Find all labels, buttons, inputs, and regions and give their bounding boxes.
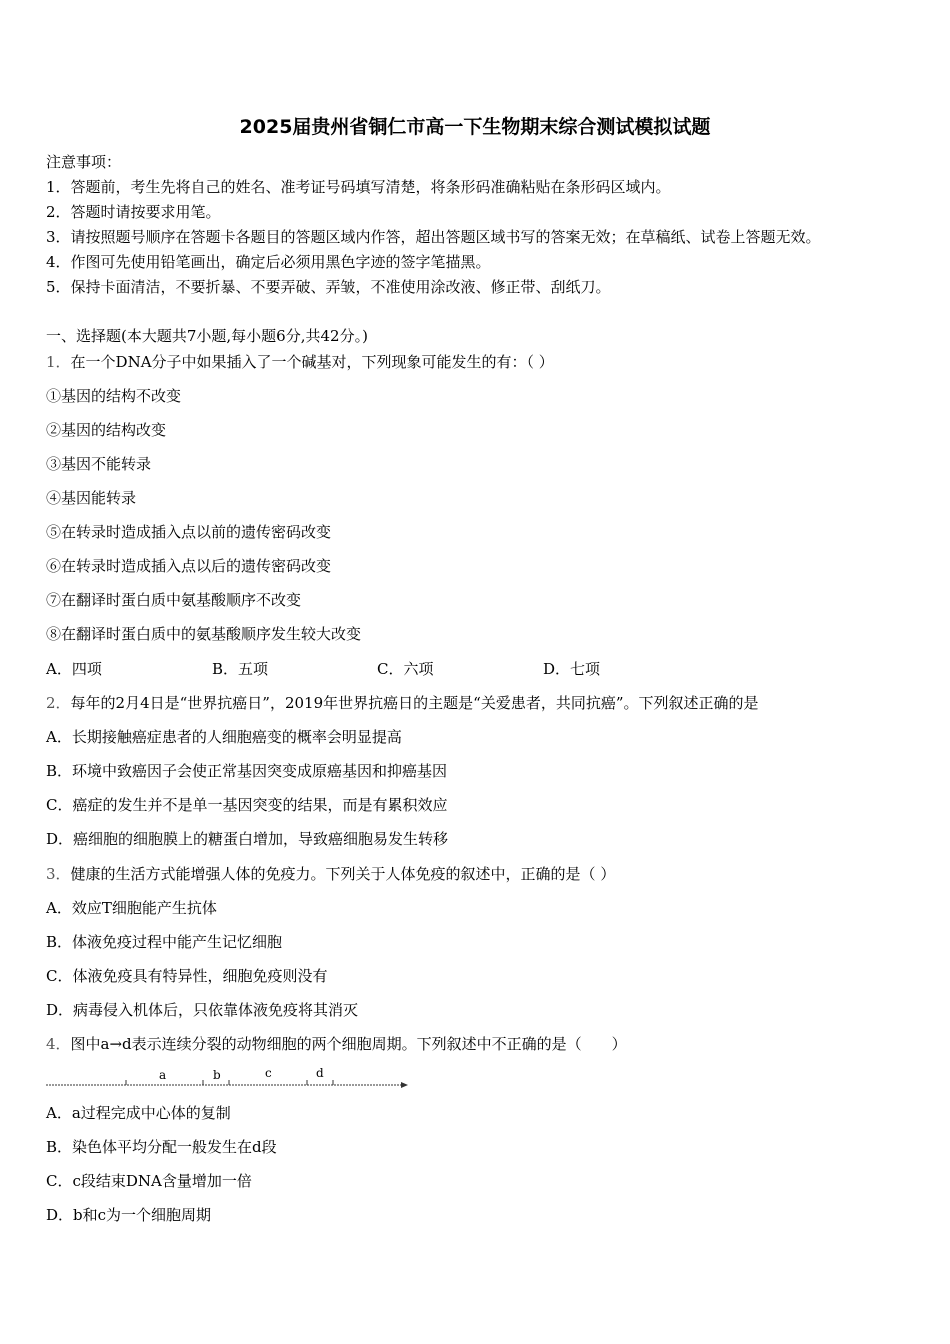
q1-item: ②基因的结构改变 [46,421,167,439]
q4-option-b: B．染色体平均分配一般发生在d段 [46,1138,277,1156]
question-3 [46,864,615,884]
q1-item: ⑥在转录时造成插入点以后的遗传密码改变 [46,557,332,575]
q3-option-d: D．病毒侵入机体后，只依靠体液免疫将其消灭 [46,1001,359,1019]
cell-cycle-diagram [46,1062,411,1092]
notice-heading: 注意事项： [46,153,122,171]
question-stem: 每年的2月4日是“世界抗癌日”，2019年世界抗癌日的主题是“关爱患者，共同抗癌”。下列叙述正确的是 [70,694,759,712]
notice-item-5: 5．保持卡面清洁，不要折暴、不要弄破、弄皱，不准使用涂改液、修正带、刮纸刀。 [46,278,611,296]
notice-item-3: 3．请按照题号顺序在答题卡各题目的答题区域内作答，超出答题区域书写的答案无效；在草稿纸、试卷上答题无效。 [46,228,821,246]
q2-option-a: A．长期接触癌症患者的人细胞癌变的概率会明显提高 [46,728,402,746]
segment-label-b: b [213,1068,221,1082]
q4-option-d: D．b和c为一个细胞周期 [46,1206,212,1224]
question-number: 4． [46,1035,71,1053]
q4-option-c: C．c段结束DNA含量增加一倍 [46,1172,252,1190]
question-stem: 图中a→d表示连续分裂的动物细胞的两个细胞周期。下列叙述中不正确的是（ ） [70,1035,627,1053]
q1-choices [46,659,600,679]
q1-item: ⑤在转录时造成插入点以前的遗传密码改变 [46,523,332,541]
question-number: 2． [46,694,71,712]
choice-a: A．四项 [46,660,102,678]
section-title: 一、选择题(本大题共7小题,每小题6分,共42分。) [46,327,368,345]
segment-label-d: d [316,1066,324,1080]
q1-item: ⑧在翻译时蛋白质中的氨基酸顺序发生较大改变 [46,625,362,643]
question-number: 1． [46,353,71,371]
arrow-head-icon [401,1082,408,1088]
q1-item: ④基因能转录 [46,489,137,507]
q1-item: ⑦在翻译时蛋白质中氨基酸顺序不改变 [46,591,302,609]
page-title: 2025届贵州省铜仁市高一下生物期末综合测试模拟试题 [239,116,711,138]
question-number: 3． [46,865,71,883]
question-1 [46,352,554,372]
q2-option-b: B．环境中致癌因子会使正常基因突变成原癌基因和抑癌基因 [46,762,448,780]
choice-c: C．六项 [377,660,434,678]
q2-option-d: D．癌细胞的细胞膜上的糖蛋白增加，导致癌细胞易发生转移 [46,830,449,848]
q3-option-a: A．效应T细胞能产生抗体 [46,899,217,917]
q1-item: ①基因的结构不改变 [46,387,182,405]
choice-b: B．五项 [212,660,269,678]
q3-option-c: C．体液免疫具有特异性，细胞免疫则没有 [46,967,328,985]
question-stem: 在一个DNA分子中如果插入了一个碱基对，下列现象可能发生的有：（ ） [70,353,554,371]
q3-option-b: B．体液免疫过程中能产生记忆细胞 [46,933,283,951]
choice-d: D．七项 [543,660,601,678]
segment-label-a: a [159,1068,167,1082]
question-stem: 健康的生活方式能增强人体的免疫力。下列关于人体免疫的叙述中，正确的是（ ） [70,865,616,883]
question-2 [46,693,759,713]
q2-option-c: C．癌症的发生并不是单一基因突变的结果，而是有累积效应 [46,796,448,814]
notice-item-1: 1．答题前，考生先将自己的姓名、准考证号码填写清楚，将条形码准确粘贴在条形码区域内。 [46,178,671,196]
question-4 [46,1034,627,1054]
segment-label-c: c [265,1066,272,1080]
notice-item-4: 4．作图可先使用铅笔画出，确定后必须用黑色字迹的签字笔描黑。 [46,253,491,271]
notice-item-2: 2．答题时请按要求用笔。 [46,203,221,221]
q1-item: ③基因不能转录 [46,455,152,473]
q4-option-a: A．a过程完成中心体的复制 [46,1104,231,1122]
